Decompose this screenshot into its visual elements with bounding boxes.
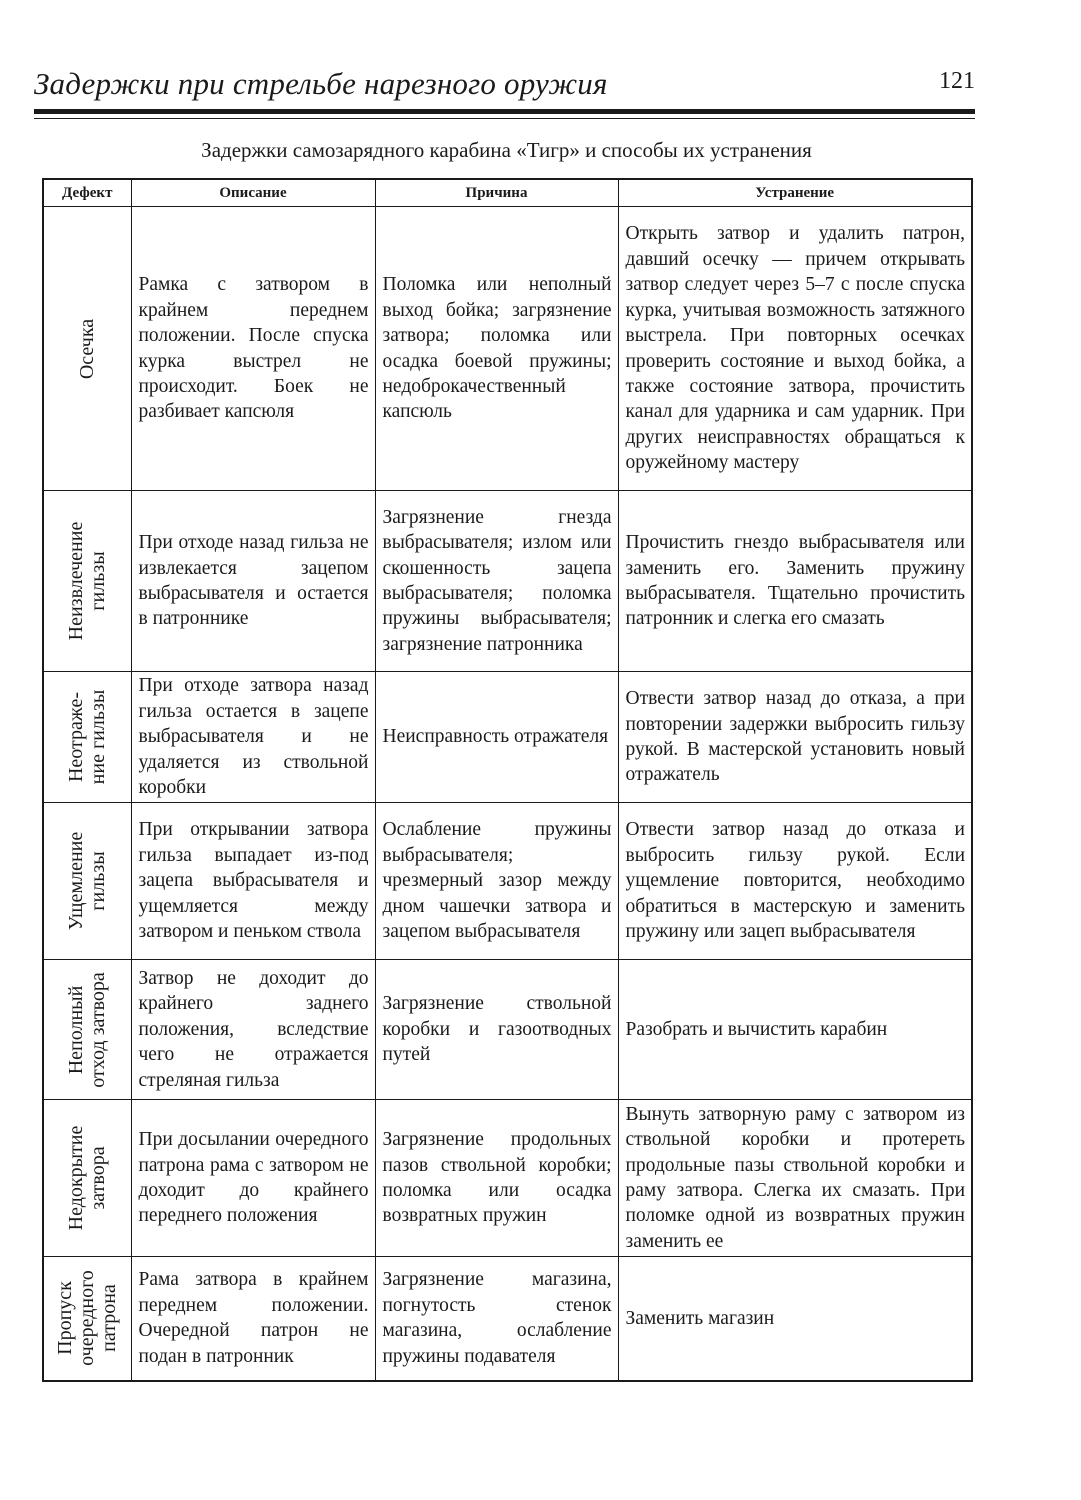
defect-label: Недокрытие затвора <box>65 1125 110 1231</box>
defect-label: Осечка <box>76 318 99 379</box>
column-header-cause: Причина <box>375 179 618 207</box>
description-cell: При открывании затвора гильза выпадает из-под зацепа выбрасывателя и ущемляется между затвором и пеньком ствола <box>131 803 375 960</box>
description-cell: При отходе затвора назад гильза остается в зацепе выбрасывателя и не удаляется из ствольной коробки <box>131 672 375 803</box>
description-cell: Затвор не доходит до крайнего заднего положения, вследствие чего не отражается стреляная гильза <box>131 960 375 1100</box>
header-rule-thick <box>34 109 975 114</box>
chapter-title: Задержки при стрельбе нарезного оружия <box>34 66 608 101</box>
description-cell: При отходе назад гильза не извлекается зацепом выбрасывателя и остается в патроннике <box>131 491 375 672</box>
remedy-cell: Вынуть затворную раму с затвором из ствольной коробки и протереть продольные пазы ствольной коробки и раму затвора. Слегка их смазать. При поломке одной из возвратных пружин заменить ее <box>618 1100 972 1257</box>
cause-cell: Ослабление пружины выбрасывателя; чрезмерный зазор между дном чашечки затвора и зацепом выбрасывателя <box>375 803 618 960</box>
cause-cell: Поломка или неполный выход бойка; загрязнение затвора; поломка или осадка боевой пружины; недоброкачественный капсюль <box>375 207 618 491</box>
page-number: 121 <box>939 68 975 94</box>
defect-cell <box>43 207 131 491</box>
defect-cell <box>43 491 131 672</box>
column-header-remedy: Устранение <box>618 179 972 207</box>
description-cell: При досылании очередного патрона рама с затвором не доходит до крайнего переднего положения <box>131 1100 375 1257</box>
table-caption: Задержки самозарядного карабина «Тигр» и способы их устранения <box>201 138 812 162</box>
defect-label: Неполный отход затвора <box>65 971 110 1088</box>
table-row <box>43 672 972 803</box>
remedy-cell: Заменить магазин <box>618 1257 972 1381</box>
cause-cell: Загрязнение ствольной коробки и газоотводных путей <box>375 960 618 1100</box>
table-row <box>43 803 972 960</box>
remedy-cell: Прочистить гнездо выбрасывателя или заменить его. Заменить пружину выбрасывателя. Тщательно прочистить патронник и слегка его смазать <box>618 491 972 672</box>
defect-label: Ущемление гильзы <box>65 831 110 931</box>
defect-cell <box>43 1257 131 1381</box>
description-cell: Рама затвора в крайнем переднем положении. Очередной патрон не подан в патронник <box>131 1257 375 1381</box>
defects-table <box>42 178 973 1382</box>
defect-label: Пропуск очередного патрона <box>54 1270 121 1367</box>
defect-cell <box>43 803 131 960</box>
table-row <box>43 207 972 491</box>
defect-cell <box>43 672 131 803</box>
defect-label: Неизвлечение гильзы <box>65 521 110 641</box>
description-cell: Рамка с затвором в крайнем переднем положении. После спуска курка выстрел не происходит. Боек не разбивает капсюля <box>131 207 375 491</box>
defect-cell <box>43 960 131 1100</box>
defect-cell <box>43 1100 131 1257</box>
defect-label: Неотраже- ние гильзы <box>65 689 110 785</box>
column-header-description: Описание <box>131 179 375 207</box>
table-row <box>43 1257 972 1381</box>
table-row <box>43 1100 972 1257</box>
remedy-cell: Отвести затвор назад до отказа и выбросить гильзу рукой. Если ущемление повторится, необходимо обратиться в мастерскую и заменить пружину или зацеп выбрасывателя <box>618 803 972 960</box>
column-header-defect: Дефект <box>43 179 131 207</box>
header-rule-thin <box>34 118 975 119</box>
table-row <box>43 960 972 1100</box>
cause-cell: Загрязнение гнезда выбрасывателя; излом или скошенность зацепа выбрасывателя; поломка пружины выбрасывателя; загрязнение патронника <box>375 491 618 672</box>
remedy-cell: Разобрать и вычистить карабин <box>618 960 972 1100</box>
table-header-row <box>43 179 972 207</box>
cause-cell: Загрязнение продольных пазов ствольной коробки; поломка или осадка возвратных пружин <box>375 1100 618 1257</box>
remedy-cell: Открыть затвор и удалить патрон, давший осечку — причем открывать затвор следует через 5–7 с после спуска курка, учитывая возможность затяжного выстрела. При повторных осечках проверить состояние и выход бойка, а также состояние затвора, прочистить канал для ударника и сам ударник. При других неисправностях обращаться к оружейному мастеру <box>618 207 972 491</box>
table-row <box>43 491 972 672</box>
cause-cell: Неисправность отражателя <box>375 672 618 803</box>
remedy-cell: Отвести затвор назад до отказа, а при повторении задержки выбросить гильзу рукой. В мастерской установить новый отражатель <box>618 672 972 803</box>
running-header <box>34 58 975 106</box>
cause-cell: Загрязнение магазина, погнутость стенок магазина, ослабление пружины подавателя <box>375 1257 618 1381</box>
